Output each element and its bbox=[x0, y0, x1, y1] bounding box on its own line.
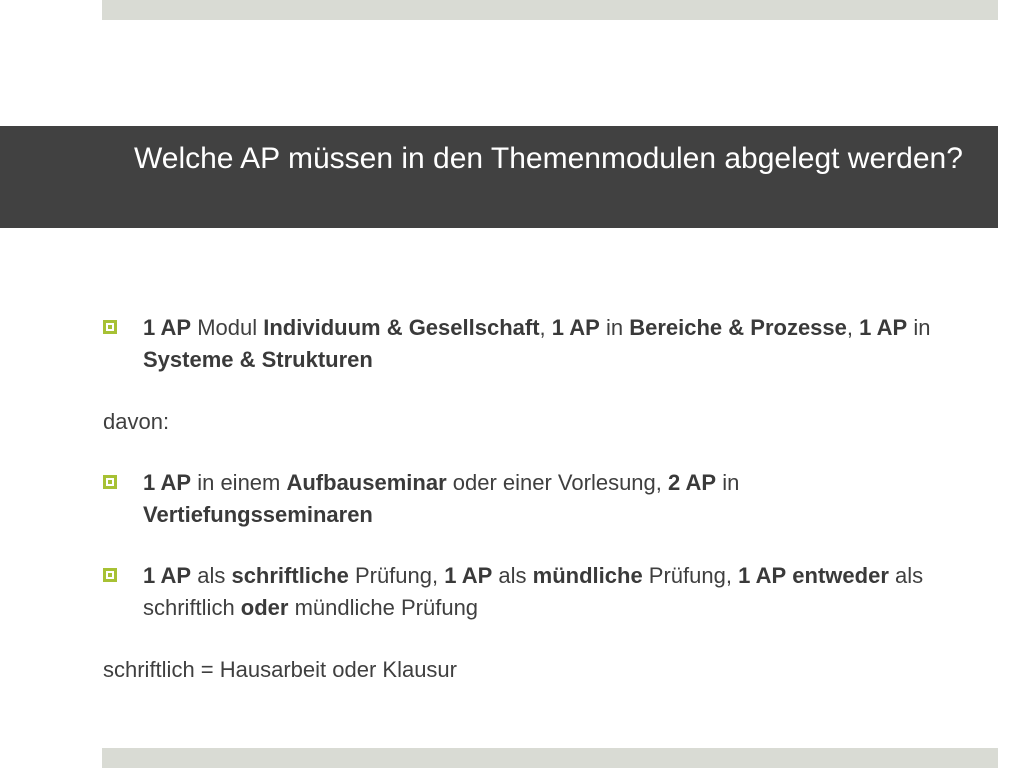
text-bold: Systeme & Strukturen bbox=[143, 347, 373, 372]
square-bullet-icon bbox=[103, 320, 117, 334]
footer-note: schriftlich = Hausarbeit oder Klausur bbox=[103, 657, 457, 682]
text-bold: Vertiefungsseminaren bbox=[143, 502, 373, 527]
bullet-item-3 bbox=[103, 560, 963, 624]
text: in bbox=[716, 470, 740, 495]
text: mündliche Prüfung bbox=[288, 595, 479, 620]
text: Modul bbox=[191, 315, 264, 340]
text-bold: 1 AP bbox=[738, 563, 787, 588]
slide-title: Welche AP müssen in den Themenmodulen abgelegt werden? bbox=[134, 142, 963, 175]
text-bold: oder bbox=[240, 595, 289, 620]
text-bold: Individuum & Gesellschaft bbox=[263, 315, 540, 340]
text: als schriftlich bbox=[143, 563, 924, 620]
text: in bbox=[599, 315, 630, 340]
text-bold: Bereiche & Prozesse bbox=[629, 315, 847, 340]
bullet-item-2 bbox=[103, 467, 963, 531]
text-bold: mündliche bbox=[532, 563, 643, 588]
text: in bbox=[907, 315, 931, 340]
text: in einem bbox=[191, 470, 287, 495]
bottom-decor-bar bbox=[102, 748, 998, 768]
text-bold: 1 AP bbox=[143, 470, 192, 495]
davon-label: davon: bbox=[103, 409, 170, 434]
text-bold: 1 AP bbox=[551, 315, 600, 340]
text: als bbox=[492, 563, 533, 588]
text-bold: 1 AP bbox=[143, 563, 192, 588]
text: oder einer Vorlesung, bbox=[446, 470, 669, 495]
text-bold: 2 AP bbox=[668, 470, 717, 495]
bullet-item-1 bbox=[103, 312, 963, 376]
text-bold: 1 AP bbox=[444, 563, 493, 588]
text: Prüfung, bbox=[642, 563, 739, 588]
top-decor-bar bbox=[102, 0, 998, 20]
text-bold: 1 AP bbox=[143, 315, 192, 340]
text: , bbox=[539, 315, 552, 340]
text: als bbox=[191, 563, 232, 588]
text: , bbox=[846, 315, 860, 340]
square-bullet-icon bbox=[103, 568, 117, 582]
text-bold: entweder bbox=[792, 563, 889, 588]
text-bold: 1 AP bbox=[859, 315, 908, 340]
square-bullet-icon bbox=[103, 475, 117, 489]
text-bold: Aufbauseminar bbox=[286, 470, 447, 495]
text: Prüfung, bbox=[348, 563, 445, 588]
text-bold: schriftliche bbox=[231, 563, 349, 588]
